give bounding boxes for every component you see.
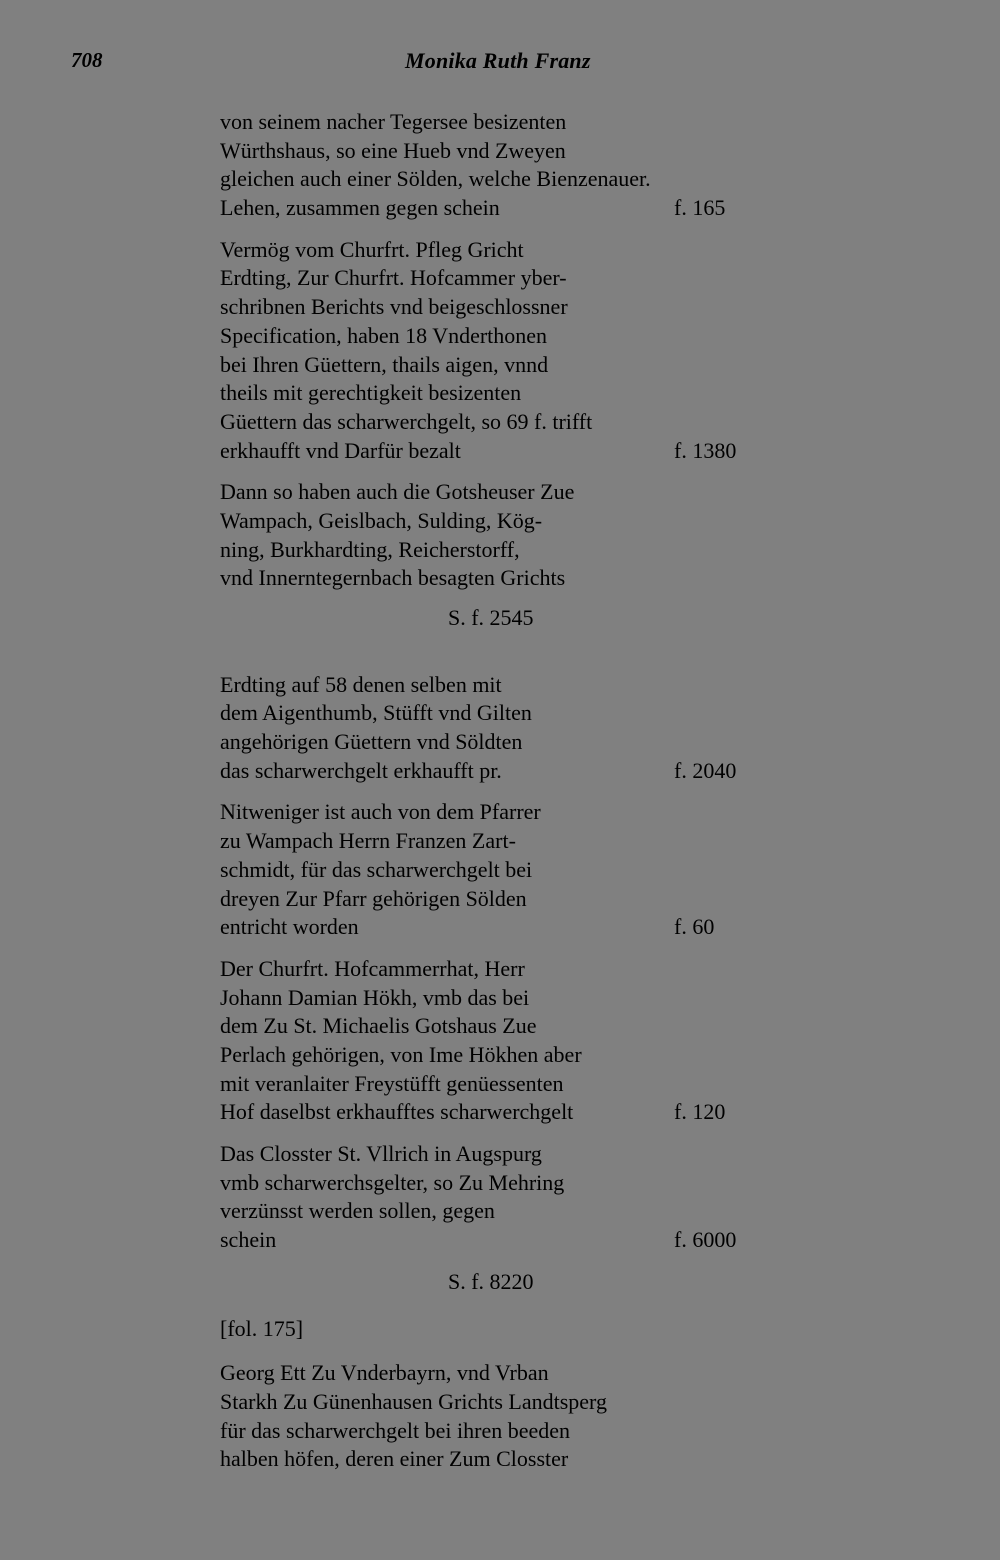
text-line: Der Churfrt. Hofcammerrhat, Herr xyxy=(220,955,525,981)
line-text: das scharwerchgelt erkhaufft pr. xyxy=(220,757,502,783)
page-header xyxy=(0,48,1000,80)
text-line xyxy=(220,1226,760,1255)
amount: f. 2040 xyxy=(674,757,737,783)
text-line: angehörigen Güettern vnd Söldten xyxy=(220,729,523,755)
text-line: Wampach, Geislbach, Sulding, Kög- xyxy=(220,507,543,533)
subtotal: S. f. 2545 xyxy=(448,605,534,630)
entry xyxy=(220,478,760,593)
line-text: Lehen, zusammen gegen schein xyxy=(220,195,500,221)
page-body xyxy=(220,108,760,1487)
entry xyxy=(220,108,760,223)
text-line: bei Ihren Güettern, thails aigen, vnnd xyxy=(220,351,549,377)
text-line: für das scharwerchgelt bei ihren beeden xyxy=(220,1417,571,1443)
text-line: Güettern das scharwerchgelt, so 69 f. trifft xyxy=(220,408,593,434)
line-text: schein xyxy=(220,1227,277,1253)
page-number: 708 xyxy=(71,48,103,72)
text-line: Starkh Zu Günenhausen Grichts Landtsperg xyxy=(220,1388,607,1414)
amount: f. 120 xyxy=(674,1099,726,1125)
text-line: Erdting, Zur Churfrt. Hofcammer yber- xyxy=(220,265,567,291)
text-line: vnd Innerntegernbach besagten Grichts xyxy=(220,565,566,591)
text-line: verzünsst werden sollen, gegen xyxy=(220,1198,495,1224)
text-line: Nitweniger ist auch von dem Pfarrer xyxy=(220,799,541,825)
text-line: Specification, haben 18 Vnderthonen xyxy=(220,322,548,348)
folio-marker: [fol. 175] xyxy=(220,1316,304,1342)
text-line: schribnen Berichts vnd beigeschlossner xyxy=(220,294,568,320)
text-line: vmb scharwerchsgelter, so Zu Mehring xyxy=(220,1169,565,1195)
text-line: Erdting auf 58 denen selben mit xyxy=(220,671,502,697)
amount: f. 165 xyxy=(674,195,726,221)
entry xyxy=(220,236,760,466)
text-line: Johann Damian Hökh, vmb das bei xyxy=(220,984,530,1010)
entry xyxy=(220,1140,760,1255)
text-line: ning, Burkhardting, Reicherstorff, xyxy=(220,536,520,562)
line-text: Hof daselbst erkhaufftes scharwerchgelt xyxy=(220,1099,574,1125)
text-line: Das Closster St. Vllrich in Augspurg xyxy=(220,1141,542,1166)
text-line: von seinem nacher Tegersee besizenten xyxy=(220,109,567,134)
text-line: zu Wampach Herrn Franzen Zart- xyxy=(220,828,516,854)
subtotal: S. f. 8220 xyxy=(448,1268,534,1294)
text-line xyxy=(220,1098,760,1127)
text-line: gleichen auch einer Sölden, welche Bienzenauer. xyxy=(220,166,651,192)
text-line xyxy=(220,194,760,223)
amount: f. 1380 xyxy=(674,437,737,463)
entry xyxy=(220,955,760,1127)
text-line xyxy=(220,757,760,786)
entry xyxy=(220,671,760,786)
entry xyxy=(220,798,760,941)
text-line xyxy=(220,437,760,466)
text-line: Georg Ett Zu Vnderbayrn, vnd Vrban xyxy=(220,1360,549,1386)
amount: f. 6000 xyxy=(674,1227,737,1253)
running-head: Monika Ruth Franz xyxy=(405,48,591,73)
text-line: Dann so haben auch die Gotsheuser Zue xyxy=(220,479,575,505)
text-line xyxy=(220,913,760,942)
text-line: schmidt, für das scharwerchgelt bei xyxy=(220,856,533,882)
entry xyxy=(220,1359,760,1474)
text-line: dem Aigenthumb, Stüfft vnd Gilten xyxy=(220,700,532,726)
text-line: Würthshaus, so eine Hueb vnd Zweyen xyxy=(220,137,566,163)
line-text: entricht worden xyxy=(220,914,359,940)
text-line: Perlach gehörigen, von Ime Hökhen aber xyxy=(220,1041,582,1067)
text-line: mit veranlaiter Freystüfft genüessenten xyxy=(220,1070,564,1096)
text-line: halben höfen, deren einer Zum Closster xyxy=(220,1446,569,1472)
text-line: dreyen Zur Pfarr gehörigen Sölden xyxy=(220,885,527,911)
text-line: dem Zu St. Michaelis Gotshaus Zue xyxy=(220,1013,537,1039)
text-line: Vermög vom Churfrt. Pfleg Gricht xyxy=(220,236,524,262)
amount: f. 60 xyxy=(674,914,715,940)
line-text: erkhaufft vnd Darfür bezalt xyxy=(220,437,461,463)
text-line: theils mit gerechtigkeit besizenten xyxy=(220,380,522,406)
